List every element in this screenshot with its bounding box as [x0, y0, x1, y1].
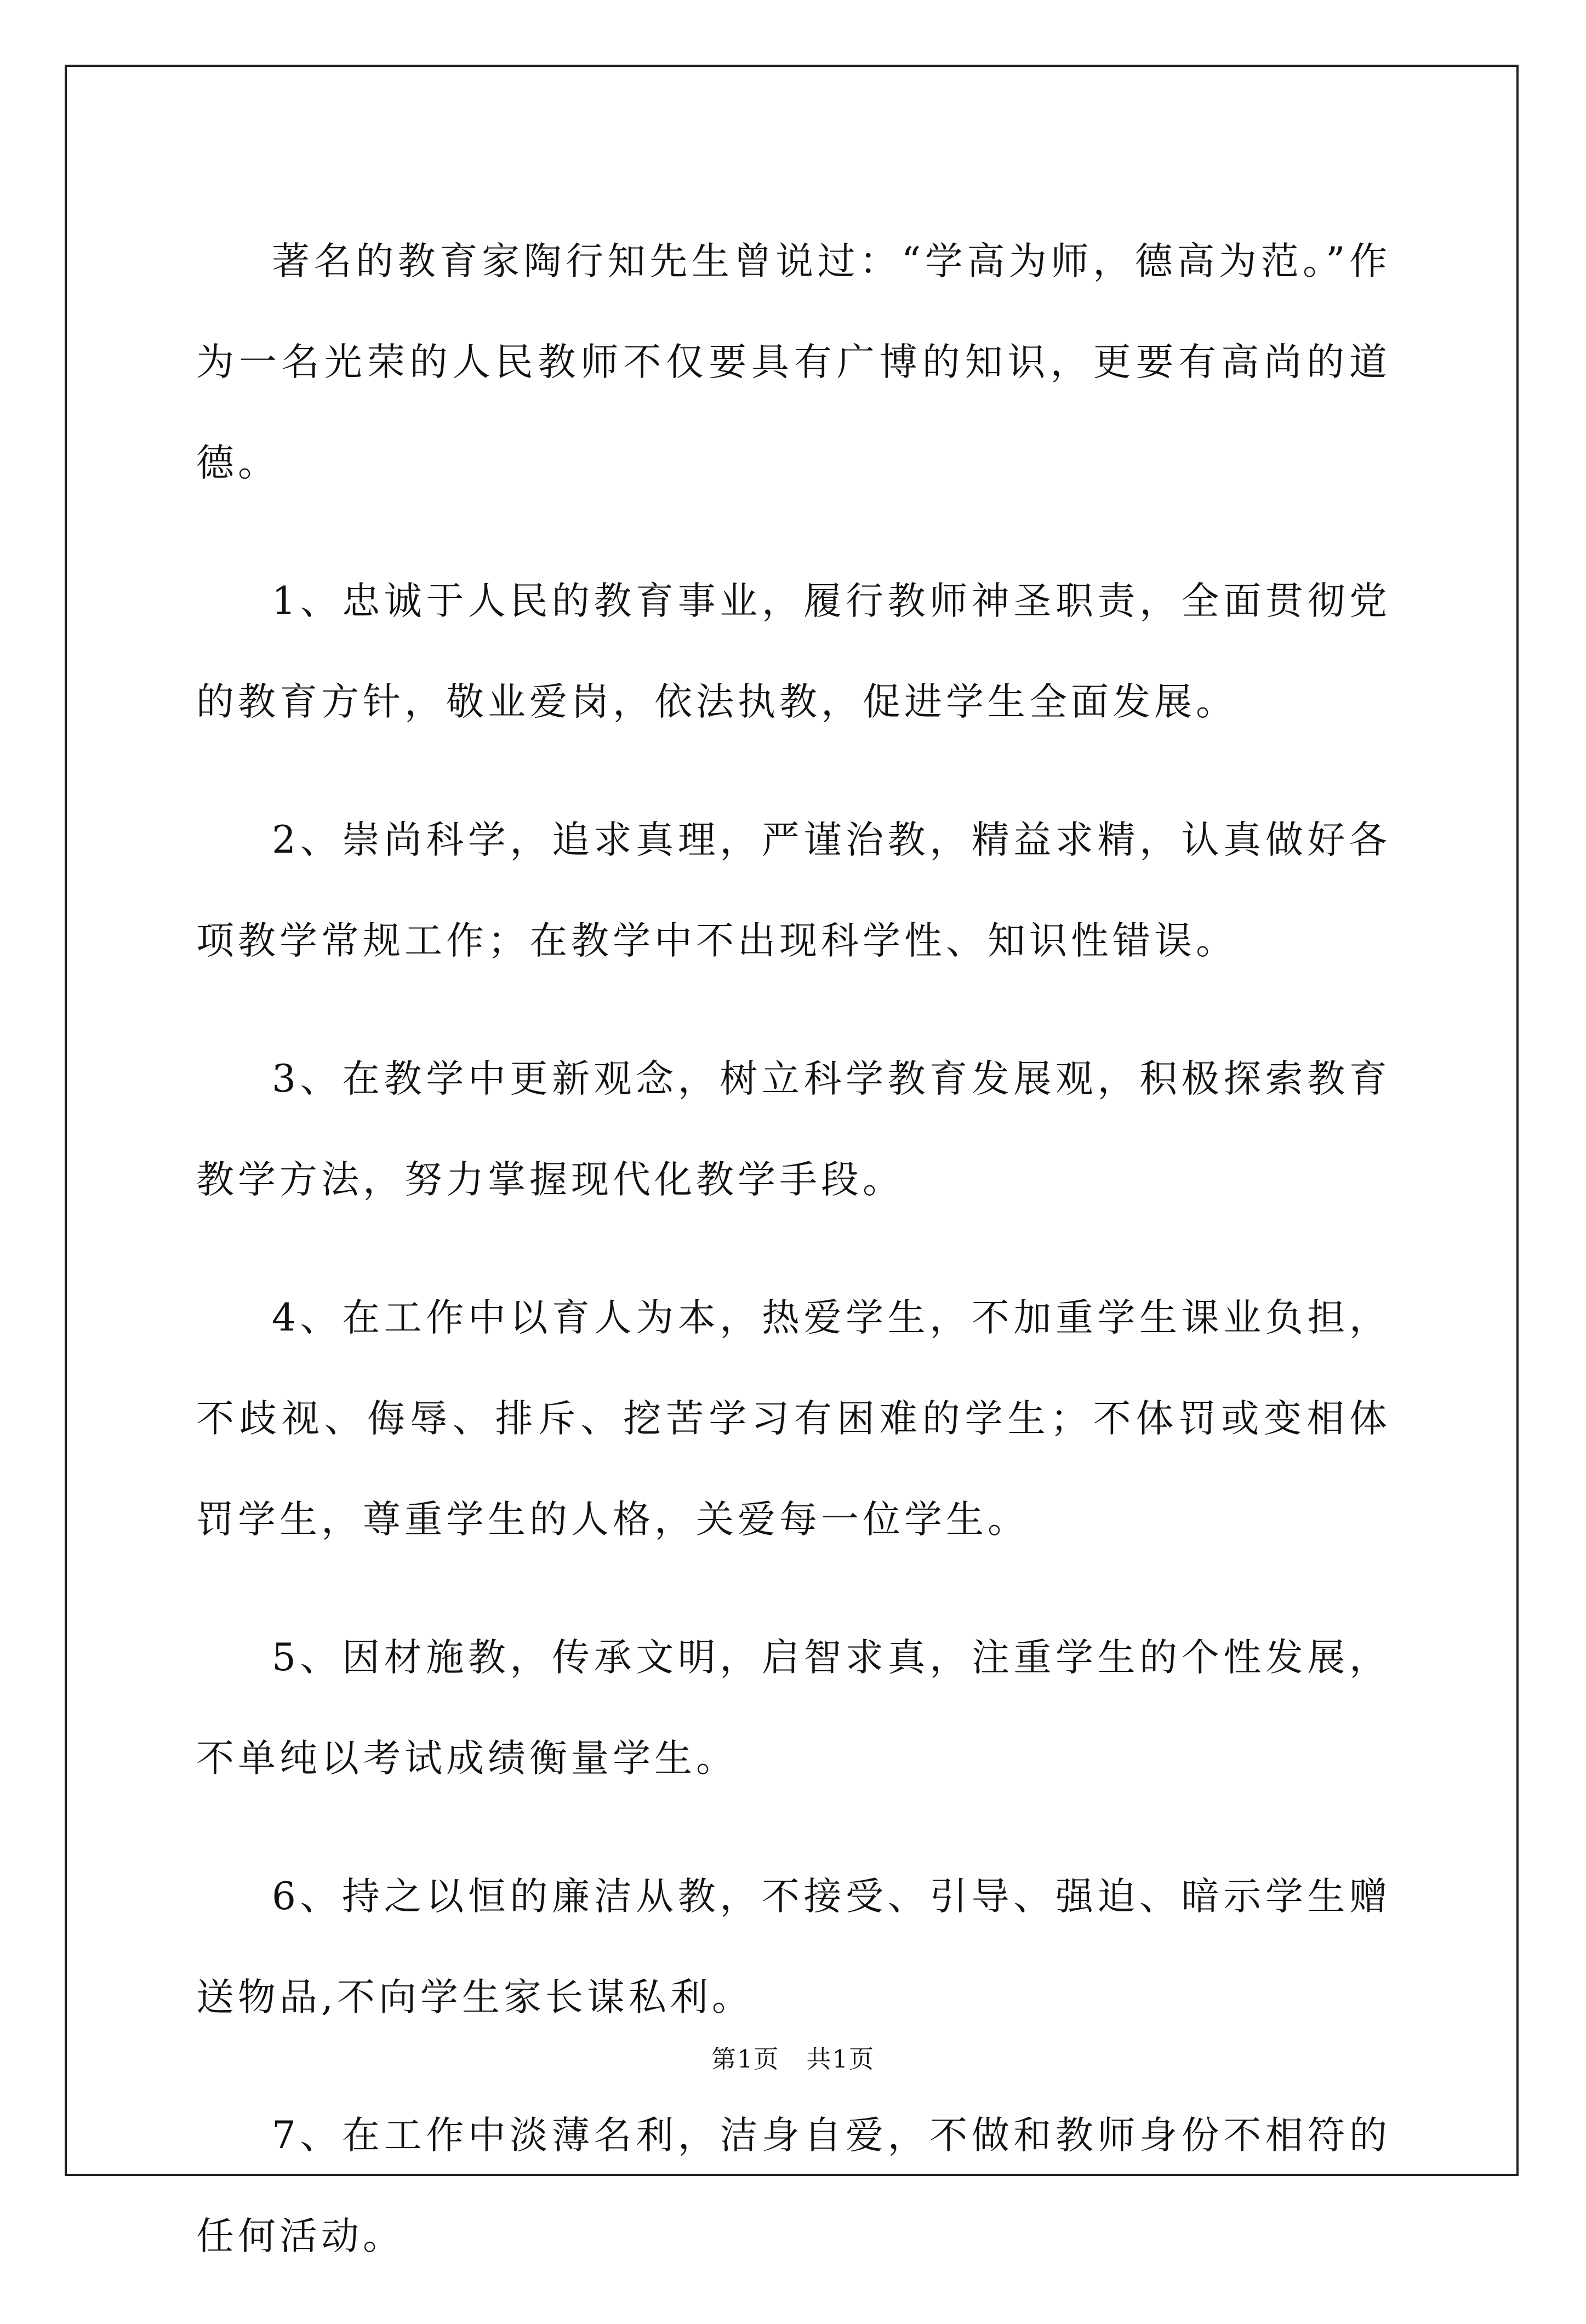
- rule-4-paragraph: 4、在工作中以育人为本，热爱学生，不加重学生课业负担，不歧视、侮辱、排斥、挖苦学习有困难的学生；不体罚或变相体罚学生，尊重学生的人格，关爱每一位学生。: [196, 1296, 1391, 1541]
- rule-5-paragraph: 5、因材施教，传承文明，启智求真，注重学生的个性发展，不单纯以考试成绩衡量学生。: [196, 1636, 1391, 1780]
- rule-6-paragraph: 6、持之以恒的廉洁从教，不接受、引导、强迫、暗示学生赠送物品,不向学生家长谋私利。: [196, 1875, 1391, 2019]
- rule-2-paragraph: 2、崇尚科学，追求真理，严谨治教，精益求精，认真做好各项教学常规工作；在教学中不出现科学性、知识性错误。: [196, 818, 1391, 963]
- rule-7-paragraph: 7、在工作中淡薄名利，洁身自爱，不做和教师身份不相符的任何活动。: [196, 2114, 1391, 2258]
- document-body: [196, 211, 1391, 2324]
- rule-1-paragraph: 1、忠诚于人民的教育事业，履行教师神圣职责，全面贯彻党的教育方针，敬业爱岗，依法执教，促进学生全面发展。: [196, 579, 1391, 724]
- page-footer: 第1页 共1页: [711, 2045, 875, 2074]
- intro-paragraph: 著名的教育家陶行知先生曾说过：“学高为师，德高为范。”作为一名光荣的人民教师不仅要具有广博的知识，更要有高尚的道德。: [196, 239, 1391, 485]
- rule-3-paragraph: 3、在教学中更新观念，树立科学教育发展观，积极探索教育教学方法，努力掌握现代化教学手段。: [196, 1057, 1391, 1202]
